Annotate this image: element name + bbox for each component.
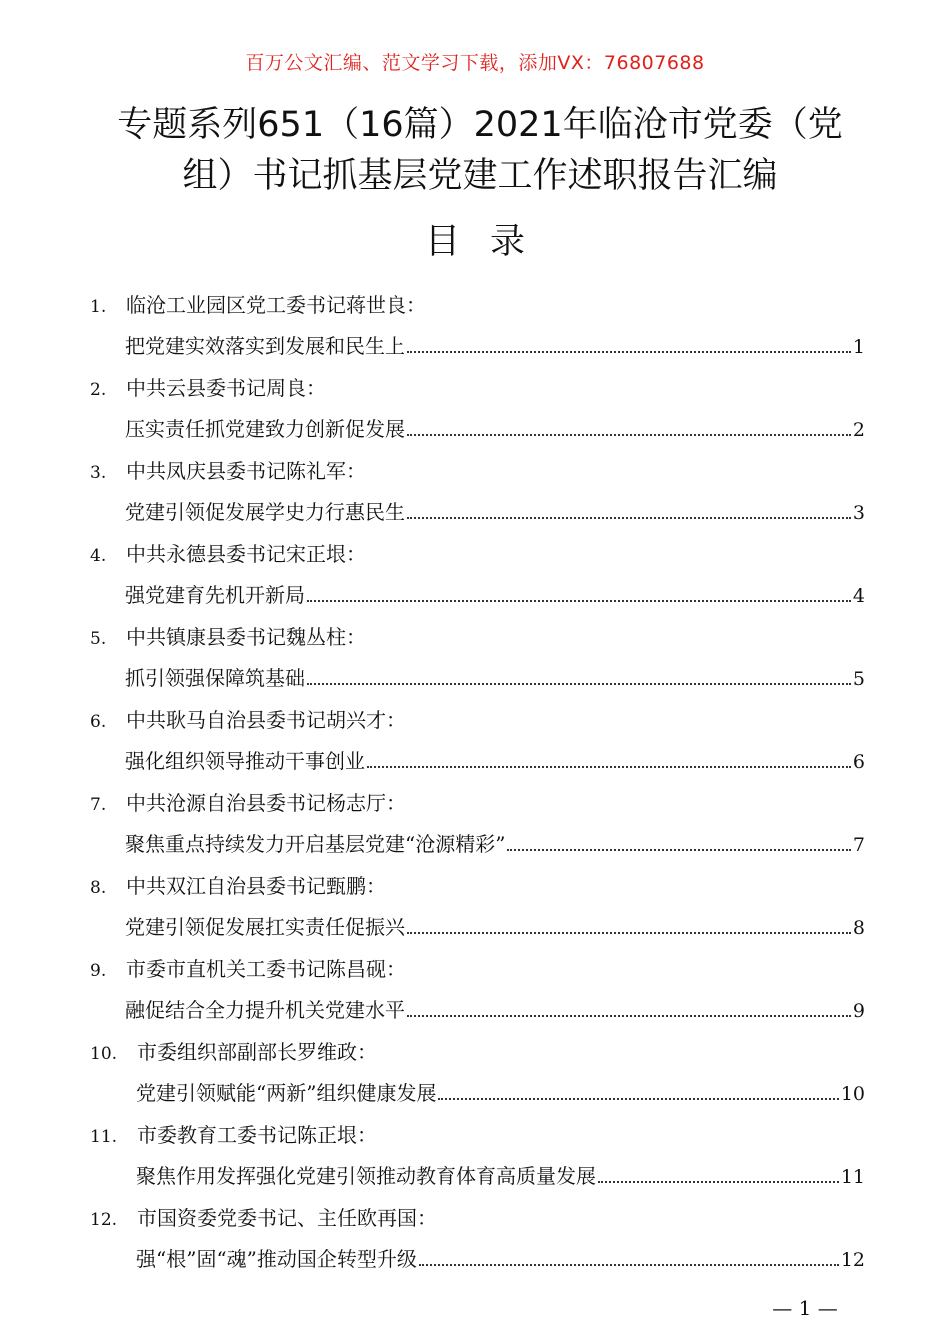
toc-entry-title-line[interactable] xyxy=(136,1158,865,1194)
toc-entry-page-number: 4 xyxy=(852,585,865,607)
toc-heading: 目录 xyxy=(424,222,555,262)
toc-entry-number: 8. xyxy=(90,878,107,898)
toc-entry-page-number: 7 xyxy=(852,834,865,856)
toc-dot-leader xyxy=(407,1015,851,1017)
toc-entry[interactable] xyxy=(90,868,865,951)
toc-dot-leader xyxy=(407,434,851,436)
document-title-line-2: 组）书记抓基层党建工作述职报告汇编 xyxy=(182,156,778,196)
toc-entry-page-number: 10 xyxy=(840,1083,865,1105)
toc-entry[interactable] xyxy=(90,702,865,785)
toc-entry[interactable] xyxy=(90,951,865,1034)
toc-entry-page-number: 3 xyxy=(852,502,865,524)
toc-entry[interactable] xyxy=(90,453,865,536)
toc-entry[interactable] xyxy=(90,1034,865,1117)
toc-entry-title-line[interactable] xyxy=(125,577,865,613)
toc-entry-number: 10. xyxy=(90,1044,118,1064)
toc-entry-page-number: 12 xyxy=(840,1249,865,1271)
toc-entry[interactable] xyxy=(90,785,865,868)
toc-entry-number: 9. xyxy=(90,961,107,981)
toc-entry-number: 2. xyxy=(90,380,107,400)
toc-entry-title-line[interactable] xyxy=(125,743,865,779)
toc-entry-number: 11. xyxy=(90,1127,118,1147)
toc-entry-number: 3. xyxy=(90,463,107,483)
toc-entry-page-number: 8 xyxy=(852,917,865,939)
toc-entry-author-name: 市国资委党委书记、主任欧再国： xyxy=(137,1206,437,1230)
toc-entry-number: 4. xyxy=(90,546,107,566)
toc-entry-author xyxy=(90,453,366,489)
toc-entry-title-line[interactable] xyxy=(125,909,865,945)
toc-entry[interactable] xyxy=(90,1200,865,1283)
toc-entry-title: 党建引领赋能“两新”组织健康发展 xyxy=(136,1081,437,1105)
toc-dot-leader xyxy=(438,1098,838,1100)
toc-entry-title: 强化组织领导推动干事创业 xyxy=(125,749,365,773)
toc-entry-title: 融促结合全力提升机关党建水平 xyxy=(125,998,405,1022)
toc-entry-author xyxy=(90,1117,377,1153)
toc-entry-page-number: 1 xyxy=(852,336,865,358)
toc-entry[interactable] xyxy=(90,619,865,702)
toc-entry-number: 12. xyxy=(90,1210,118,1230)
toc-entry-author-name: 中共耿马自治县委书记胡兴才： xyxy=(126,708,406,732)
page-number-footer: — 1 — xyxy=(772,1296,838,1320)
toc-entry-title: 把党建实效落实到发展和民生上 xyxy=(125,334,405,358)
toc-entry[interactable] xyxy=(90,1117,865,1200)
toc-entry-title-line[interactable] xyxy=(136,1241,865,1277)
toc-entry-author xyxy=(90,1034,377,1070)
toc-dot-leader xyxy=(407,351,851,353)
toc-entry-author-name: 市委教育工委书记陈正垠： xyxy=(137,1123,377,1147)
toc-dot-leader xyxy=(307,683,851,685)
toc-entry-author-name: 市委组织部副部长罗维政： xyxy=(137,1040,377,1064)
toc-entry-title-line[interactable] xyxy=(125,411,865,447)
toc-entry-title: 聚焦重点持续发力开启基层党建“沧源精彩” xyxy=(125,832,506,856)
toc-dot-leader xyxy=(307,600,851,602)
toc-entry-number: 1. xyxy=(90,297,107,317)
toc-entry-page-number: 2 xyxy=(852,419,865,441)
toc-entry-author-name: 中共凤庆县委书记陈礼军： xyxy=(126,459,366,483)
toc-entry-title-line[interactable] xyxy=(125,992,865,1028)
document-title-line-1: 专题系列651（16篇）2021年临沧市党委（党 xyxy=(117,105,843,145)
toc-entry-author xyxy=(90,370,326,406)
toc-entry-author-name: 市委市直机关工委书记陈昌砚： xyxy=(126,957,406,981)
toc-entry-number: 7. xyxy=(90,795,107,815)
toc-entry-author xyxy=(90,536,366,572)
toc-dot-leader xyxy=(407,517,851,519)
toc-entry-title-line[interactable] xyxy=(125,660,865,696)
toc-entry-author-name: 中共双江自治县委书记甄鹏： xyxy=(126,874,386,898)
toc-entry-number: 5. xyxy=(90,629,107,649)
toc-dot-leader xyxy=(419,1264,839,1266)
toc-entry-title: 压实责任抓党建致力创新促发展 xyxy=(125,417,405,441)
toc-entry-title: 党建引领促发展学史力行惠民生 xyxy=(125,500,405,524)
toc-entry-author xyxy=(90,951,406,987)
toc-entry-title: 强党建育先机开新局 xyxy=(125,583,305,607)
toc-entry-page-number: 5 xyxy=(852,668,865,690)
toc-entry-author xyxy=(90,785,406,821)
document-title xyxy=(95,100,865,202)
toc-dot-leader xyxy=(407,932,851,934)
toc-entry-title-line[interactable] xyxy=(125,826,865,862)
watermark-banner: 百万公文汇编、范文学习下载，添加VX：76807688 xyxy=(245,52,705,74)
toc-entry[interactable] xyxy=(90,536,865,619)
toc-entry-number: 6. xyxy=(90,712,107,732)
toc-entry-author-name: 临沧工业园区党工委书记蒋世良： xyxy=(126,293,426,317)
table-of-contents xyxy=(90,287,865,1283)
toc-entry-author-name: 中共云县委书记周良： xyxy=(126,376,326,400)
toc-entry-author-name: 中共镇康县委书记魏丛柱： xyxy=(126,625,366,649)
toc-entry-title: 党建引领促发展扛实责任促振兴 xyxy=(125,915,405,939)
toc-dot-leader xyxy=(598,1181,839,1183)
toc-entry-title-line[interactable] xyxy=(136,1075,865,1111)
toc-entry-author xyxy=(90,287,426,323)
toc-entry-page-number: 6 xyxy=(852,751,865,773)
toc-dot-leader xyxy=(367,766,851,768)
toc-entry-title: 抓引领强保障筑基础 xyxy=(125,666,305,690)
toc-entry-author xyxy=(90,868,386,904)
toc-entry-title-line[interactable] xyxy=(125,494,865,530)
toc-entry-title: 聚焦作用发挥强化党建引领推动教育体育高质量发展 xyxy=(136,1164,596,1188)
toc-entry-title-line[interactable] xyxy=(125,328,865,364)
toc-entry-author xyxy=(90,1200,437,1236)
toc-entry[interactable] xyxy=(90,370,865,453)
toc-entry[interactable] xyxy=(90,287,865,370)
toc-entry-author xyxy=(90,702,406,738)
toc-entry-page-number: 9 xyxy=(852,1000,865,1022)
toc-dot-leader xyxy=(507,849,850,851)
toc-entry-page-number: 11 xyxy=(840,1166,865,1188)
toc-entry-author xyxy=(90,619,366,655)
toc-entry-title: 强“根”固“魂”推动国企转型升级 xyxy=(136,1247,417,1271)
toc-entry-author-name: 中共永德县委书记宋正垠： xyxy=(126,542,366,566)
toc-entry-author-name: 中共沧源自治县委书记杨志厅： xyxy=(126,791,406,815)
